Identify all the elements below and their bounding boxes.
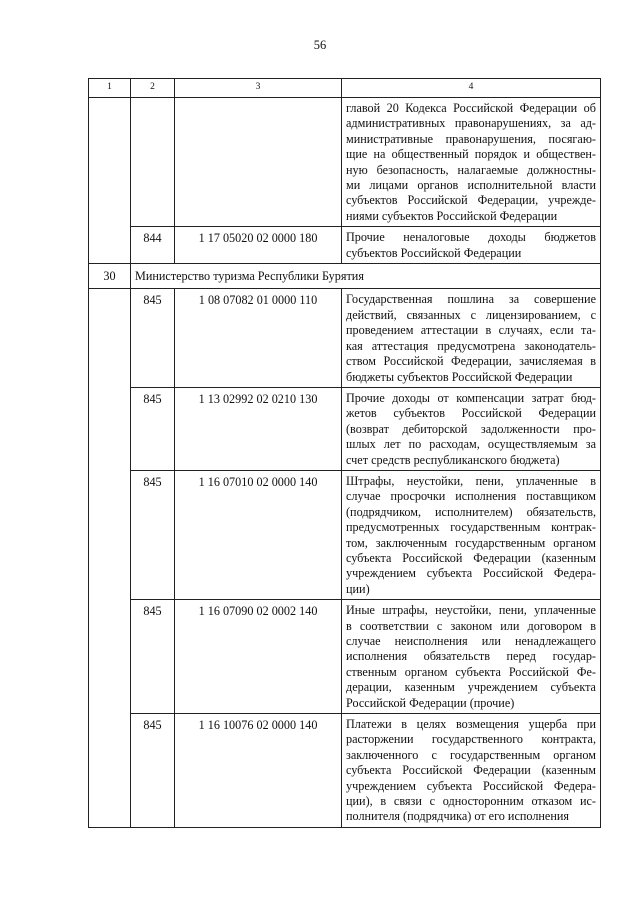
admin-code-cell bbox=[131, 98, 175, 227]
description-line: ную безопасность, налагаемые должностны- bbox=[346, 162, 596, 177]
description-line: ниями субъектов Российской Федерации bbox=[346, 208, 558, 223]
description-line: предусмотренных государственным контрак- bbox=[346, 520, 596, 535]
description-line: том, заключенным государственным органом bbox=[346, 535, 596, 550]
admin-code-cell: 845 bbox=[131, 714, 175, 828]
description-line: министративные правонарушения, посягаю- bbox=[346, 131, 596, 146]
description-line: субъекта Российской Федерации (казенным bbox=[346, 763, 596, 778]
description-line: в соответствии с законом или договором в bbox=[346, 618, 596, 633]
header-col-1: 1 bbox=[89, 79, 131, 98]
table-row bbox=[89, 289, 601, 387]
description-line: Штрафы, неустойки, пени, уплаченные в bbox=[346, 473, 596, 488]
description-line: субъекта Российской Федерации (казенным bbox=[346, 550, 596, 565]
description-line: учреждением субъекта Российской Федера- bbox=[346, 778, 596, 793]
description-line: Прочие доходы от компенсации затрат бюд- bbox=[346, 390, 596, 405]
description-line: жетов субъектов Российской Федерации bbox=[346, 406, 596, 421]
revenue-code-cell: 1 13 02992 02 0210 130 bbox=[175, 387, 342, 470]
description-line: Прочие неналоговые доходы бюджетов bbox=[346, 230, 596, 245]
revenue-code-cell bbox=[175, 98, 342, 227]
description-cell bbox=[342, 470, 601, 599]
description-line: ции) bbox=[346, 581, 370, 596]
description-cell bbox=[342, 98, 601, 227]
description-line: административных правонарушениях, за ад- bbox=[346, 116, 596, 131]
description-cell bbox=[342, 387, 601, 470]
revenue-code-cell: 1 16 07010 02 0000 140 bbox=[175, 470, 342, 599]
description-line: ции), в связи с односторонним отказом ис- bbox=[346, 794, 596, 809]
description-line: бюджеты субъектов Российской Федерации bbox=[346, 369, 573, 384]
table-row bbox=[89, 600, 601, 714]
description-line: полнителя (подрядчика) от его исполнения bbox=[346, 809, 569, 824]
description-cell bbox=[342, 600, 601, 714]
revenue-code-cell: 1 08 07082 01 0000 110 bbox=[175, 289, 342, 387]
table-row bbox=[89, 470, 601, 599]
description-line: исполнения обязательств перед государ- bbox=[346, 649, 596, 664]
ministry-row bbox=[89, 264, 601, 289]
description-line: Платежи в целях возмещения ущерба при bbox=[346, 717, 596, 732]
description-cell bbox=[342, 227, 601, 264]
revenue-code-cell: 1 16 07090 02 0002 140 bbox=[175, 600, 342, 714]
admin-code-cell: 844 bbox=[131, 227, 175, 264]
group-number-cell bbox=[89, 98, 131, 264]
description-line: шлых лет по расходам, осуществляемым за bbox=[346, 437, 596, 452]
description-line: (подрядчиком, исполнителем) обязательств, bbox=[346, 504, 596, 519]
page-number: 56 bbox=[313, 38, 327, 52]
description-line: кая аттестация предусмотрена законодатель- bbox=[346, 338, 596, 353]
description-line: счет средств республиканского бюджета) bbox=[346, 452, 560, 467]
description-line: дерации, казенным учреждением субъекта bbox=[346, 680, 596, 695]
description-line: субъектов Российской Федерации bbox=[346, 245, 522, 260]
description-line: ством Российской Федерации, зачисляемая в bbox=[346, 354, 596, 369]
group-number-cell bbox=[89, 289, 131, 827]
description-line: главой 20 Кодекса Российской Федерации об bbox=[346, 101, 596, 115]
description-line: Российской Федерации (прочие) bbox=[346, 695, 515, 710]
description-cell bbox=[342, 714, 601, 828]
revenue-codes-table bbox=[88, 78, 601, 828]
admin-code-cell: 845 bbox=[131, 470, 175, 599]
header-col-4: 4 bbox=[342, 79, 601, 98]
description-line: щие на общественный порядок и обществен- bbox=[346, 147, 596, 162]
description-line: случае неисполнения или ненадлежащего bbox=[346, 634, 596, 648]
header-col-3: 3 bbox=[175, 79, 342, 98]
table-row bbox=[89, 714, 601, 828]
description-line: Иные штрафы, неустойки, пени, уплаченные bbox=[346, 603, 596, 618]
description-line: заключенного с государственным органом bbox=[346, 747, 596, 762]
ministry-number: 30 bbox=[89, 264, 131, 289]
description-line: расторжении государственного контракта, bbox=[346, 732, 596, 747]
description-line: действий, связанных с лицензированием, с bbox=[346, 307, 596, 322]
description-cell bbox=[342, 289, 601, 387]
ministry-name: Министерство туризма Республики Бурятия bbox=[131, 264, 601, 289]
description-line: ственным органом субъекта Российской Фе- bbox=[346, 664, 596, 679]
description-line: случае просрочки исполнения поставщиком bbox=[346, 489, 596, 504]
table-row bbox=[89, 227, 601, 264]
table-row bbox=[89, 98, 601, 227]
header-col-2: 2 bbox=[131, 79, 175, 98]
description-line: субъектов Российской Федерации, учрежде- bbox=[346, 193, 596, 208]
admin-code-cell: 845 bbox=[131, 387, 175, 470]
admin-code-cell: 845 bbox=[131, 289, 175, 387]
description-line: проведением аттестации в случаях, если та- bbox=[346, 323, 596, 338]
description-line: учреждением субъекта Российской Федера- bbox=[346, 566, 596, 581]
description-line: ми лицами органов исполнительной власти bbox=[346, 178, 596, 193]
table-row bbox=[89, 387, 601, 470]
description-line: Государственная пошлина за совершение bbox=[346, 292, 596, 307]
description-line: (возврат дебиторской задолженности про- bbox=[346, 421, 596, 436]
revenue-code-cell: 1 17 05020 02 0000 180 bbox=[175, 227, 342, 264]
admin-code-cell: 845 bbox=[131, 600, 175, 714]
table-header-row bbox=[89, 79, 601, 98]
revenue-code-cell: 1 16 10076 02 0000 140 bbox=[175, 714, 342, 828]
